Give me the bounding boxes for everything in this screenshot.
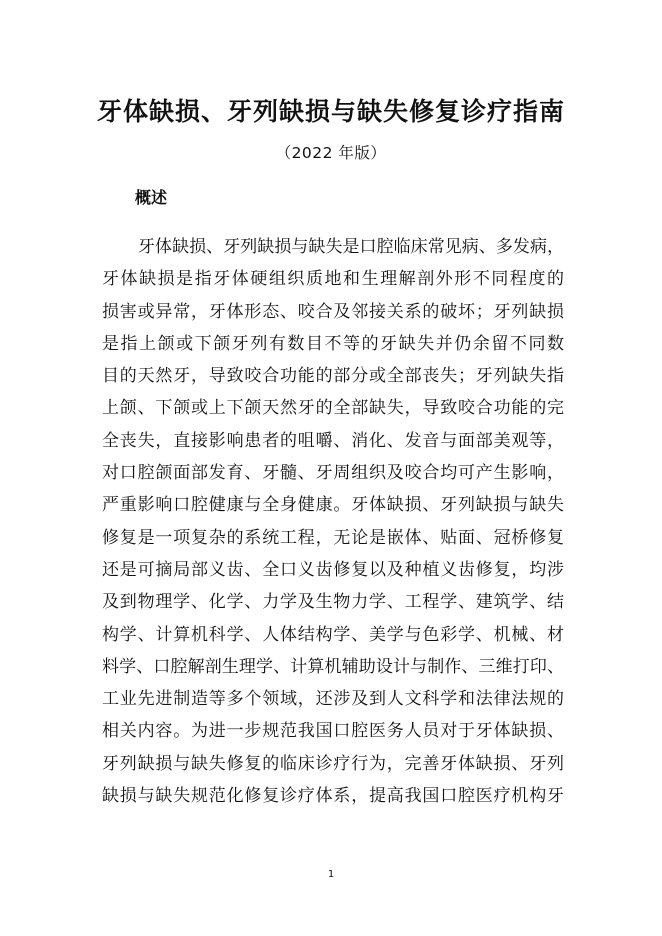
paragraph-line: 构学、计算机科学、人体结构学、美学与色彩学、机械、材 <box>102 624 564 645</box>
paragraph-line: 全丧失，直接影响患者的咀嚼、消化、发音与面部美观等， <box>102 430 564 451</box>
paragraph-line: 修复是一项复杂的系统工程，无论是嵌体、贴面、冠桥修复 <box>102 527 564 548</box>
page-number: 1 <box>327 869 335 880</box>
paragraph-line: 工业先进制造等多个领域，还涉及到人文科学和法律法规的 <box>102 689 564 710</box>
paragraph-line: 牙体缺损、牙列缺损与缺失是口腔临床常见病、多发病， <box>138 237 564 257</box>
paragraph-line: 目的天然牙，导致咬合功能的部分或全部丧失；牙列缺失指 <box>102 366 564 387</box>
paragraph-line: 对口腔颌面部发育、牙髓、牙周组织及咬合均可产生影响， <box>102 463 564 484</box>
document-subtitle: （2022 年版） <box>275 144 387 162</box>
paragraph-line: 及到物理学、化学、力学及生物力学、工程学、建筑学、结 <box>102 592 564 613</box>
paragraph-line: 牙列缺损与缺失修复的临床诊疗行为，完善牙体缺损、牙列 <box>102 753 564 774</box>
document-title: 牙体缺损、牙列缺损与缺失修复诊疗指南 <box>96 97 565 126</box>
paragraph-line: 损害或异常，牙体形态、咬合及邻接关系的破坏；牙列缺损 <box>102 301 564 322</box>
paragraph-line: 严重影响口腔健康与全身健康。牙体缺损、牙列缺损与缺失 <box>102 495 564 516</box>
paragraph-line: 相关内容。为进一步规范我国口腔医务人员对于牙体缺损、 <box>102 721 564 742</box>
paragraph-line: 上颌、下颌或上下颌天然牙的全部缺失，导致咬合功能的完 <box>102 398 564 419</box>
paragraph-line: 料学、口腔解剖生理学、计算机辅助设计与制作、三维打印、 <box>102 656 564 677</box>
section-heading: 概述 <box>135 188 168 207</box>
paragraph-line: 是指上颌或下颌牙列有数目不等的牙缺失并仍余留不同数 <box>102 333 564 354</box>
body-paragraph <box>102 231 564 812</box>
paragraph-line: 还是可摘局部义齿、全口义齿修复以及种植义齿修复，均涉 <box>102 559 564 580</box>
paragraph-line: 牙体缺损是指牙体硬组织质地和生理解剖外形不同程度的 <box>102 269 564 290</box>
paragraph-line: 缺损与缺失规范化修复诊疗体系，提高我国口腔医疗机构牙 <box>102 786 564 807</box>
